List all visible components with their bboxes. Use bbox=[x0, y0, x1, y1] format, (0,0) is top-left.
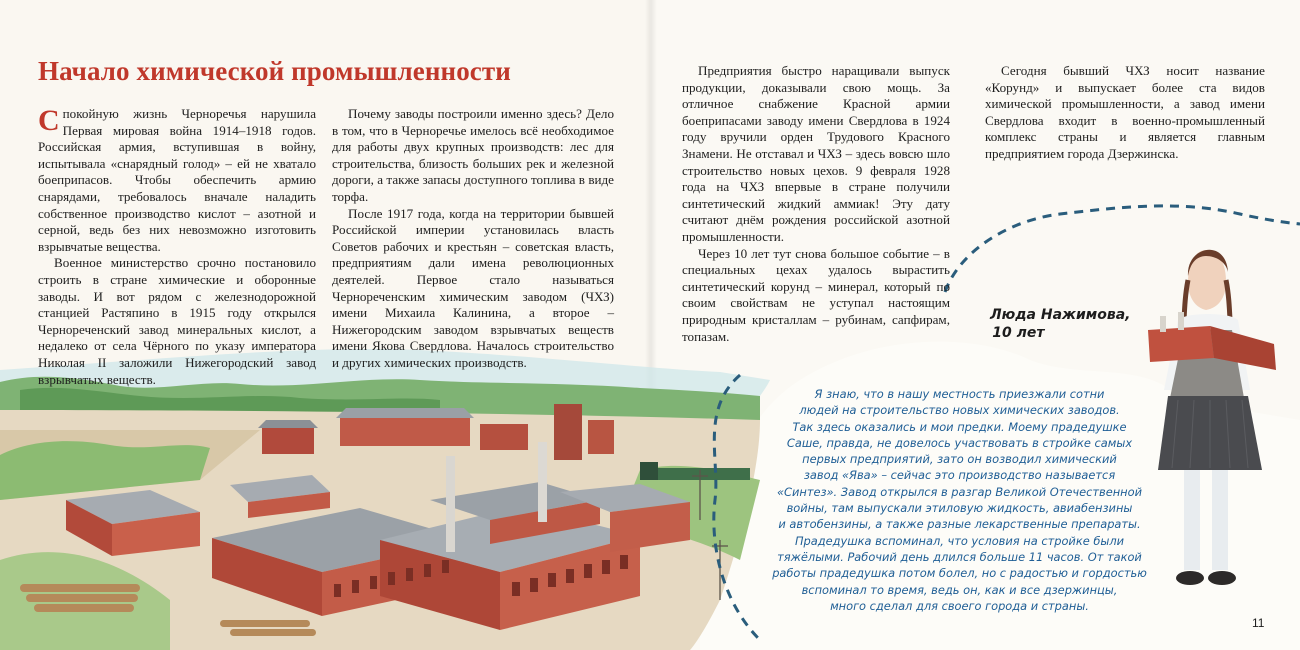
girl-legs-left bbox=[1184, 470, 1200, 570]
quote-line: Саше, правда, не довелось участвовать в стройке самых bbox=[786, 435, 1133, 450]
quote-line: и автобензины, а также разные лекарственные препараты. bbox=[778, 517, 1141, 532]
text-column-1 bbox=[38, 106, 316, 388]
text-column-3 bbox=[682, 63, 950, 345]
building-distant-5 bbox=[588, 420, 614, 454]
model-factory bbox=[1148, 326, 1214, 362]
paragraph: Почему заводы построили именно здесь? Дело в том, что в Черноречье имелось всё необходимое для работы двух крупных производств: лес для строительства, близость больших рек и железной дороги, а также запасы доступного топлива в виде торфа. bbox=[332, 106, 614, 204]
author-age: 10 лет bbox=[992, 325, 1045, 341]
building-distant-3 bbox=[480, 424, 528, 450]
paragraph-text: покойную жизнь Черноречья нарушила Первая мировая война 1914–1918 годов. Российская армия, вступившая в войну, испытывала «снарядный голод» – ей не хватало боеприпасов. Чтобы обеспечить армию снарядами, требовалось вначале наладить собственное производство кислот – азотной и серной, ведь без них невозможно изготовить взрывчатые вещества. bbox=[38, 106, 316, 254]
train-engine bbox=[640, 462, 658, 480]
dashed-path-top bbox=[945, 206, 1300, 292]
quote-line: людей на строительство новых химических заводов. bbox=[799, 403, 1120, 418]
author-name: Люда Нажимова, bbox=[990, 307, 1131, 323]
text-column-2 bbox=[332, 106, 614, 372]
quote-line: Прадедушка вспоминал, что условия на стройке были bbox=[794, 533, 1125, 548]
quote-line: войны, там выпускали этиловую жидкость, авиабензины bbox=[786, 501, 1133, 516]
text-column-4 bbox=[985, 63, 1265, 163]
chimney-1 bbox=[446, 456, 455, 552]
page-title: Начало химической промышленности bbox=[38, 56, 511, 86]
building-distant-1 bbox=[262, 428, 314, 454]
quote-line: завод «Ява» – сейчас это производство называется bbox=[803, 468, 1116, 483]
quote-line: Так здесь оказались и мои предки. Моему прадедушке bbox=[792, 419, 1127, 434]
quote-line: тяжёлыми. Рабочий день длился больше 11 часов. От такой bbox=[777, 549, 1142, 564]
quote-line: много сделал для своего города и страны. bbox=[830, 598, 1089, 613]
quote-line: «Синтез». Завод открылся в разгар Великой Отечественной bbox=[776, 484, 1143, 499]
page-number: 11 bbox=[1252, 616, 1265, 630]
building-distant-2 bbox=[340, 418, 470, 446]
paragraph: Военное министерство срочно постановило строить в стране химические и оборонные заводы. И вот рядом с железнодорожной станцией Растяпино в 1915 году открылся Чернореченский завод минеральных кислот, а недалеко от села Чёрного по указу императора Николая II заложили Нижегородский завод взрывчатых веществ. bbox=[38, 255, 316, 387]
quote-line: первых предприятий, зато он возводил химический bbox=[802, 452, 1117, 467]
paragraph: Предприятия быстро наращивали выпуск продукции, доказывали свою мощь. За отличное снабжение Красной армии боеприпасами заводу имени Свердлова в 1924 году вручили орден Трудового Красного Знамени. Не отставал и ЧХЗ – здесь вовсю шло строительство новых цехов. 9 февраля 1928 года на ЧХЗ впервые в стране получили синтетический жидкий аммиак! Эту дату считают днём рождения российской азотной промышленности. bbox=[682, 63, 950, 244]
quote-line: Я знаю, что в нашу местность приезжали сотни bbox=[814, 387, 1105, 401]
drop-cap: С bbox=[38, 104, 60, 137]
paragraph bbox=[38, 106, 316, 255]
paragraph: После 1917 года, когда на территории бывшей Российской империи установилась власть Советов рабочих и крестьян – советская власть, предприятиям дали имена революционных деятелей. Первое стало называться Чернореченским химическим заводом (ЧХЗ) имени Михаила Калинина, а второе – Нижегородским заводом взрывчатых веществ имени Якова Свердлова. Началось строительство и других химических производств. bbox=[332, 205, 614, 370]
handwritten-quote bbox=[762, 386, 1157, 614]
girl-shoe-left bbox=[1176, 571, 1204, 585]
roof-distant-2 bbox=[336, 408, 474, 418]
roof-distant-1 bbox=[258, 420, 318, 428]
paragraph: Сегодня бывший ЧХЗ носит название «Корунд» и выпускает более ста видов химической промышленности, а завод имени Свердлова входит в военно-промышленный комплекс страны и является главным предприятием города Дзержинска. bbox=[985, 63, 1265, 161]
chimney-2 bbox=[538, 442, 547, 522]
building-distant-4 bbox=[554, 404, 582, 460]
quote-author bbox=[990, 306, 1130, 342]
quote-line: работы прадедушка потом болел, но с радостью и гордостью bbox=[772, 566, 1147, 581]
girl-shoe-right bbox=[1208, 571, 1236, 585]
quote-line: вспоминал то время, ведь он, как и все дзержинцы, bbox=[801, 582, 1118, 597]
girl-legs-right bbox=[1212, 470, 1228, 570]
paragraph: Через 10 лет тут снова большое событие – в специальных цехах удалось вырастить синтетический корунд – минерал, который по своим свойствам не уступал настоящим природным кристаллам – рубинам, сапфирам, топазам. bbox=[682, 245, 950, 344]
